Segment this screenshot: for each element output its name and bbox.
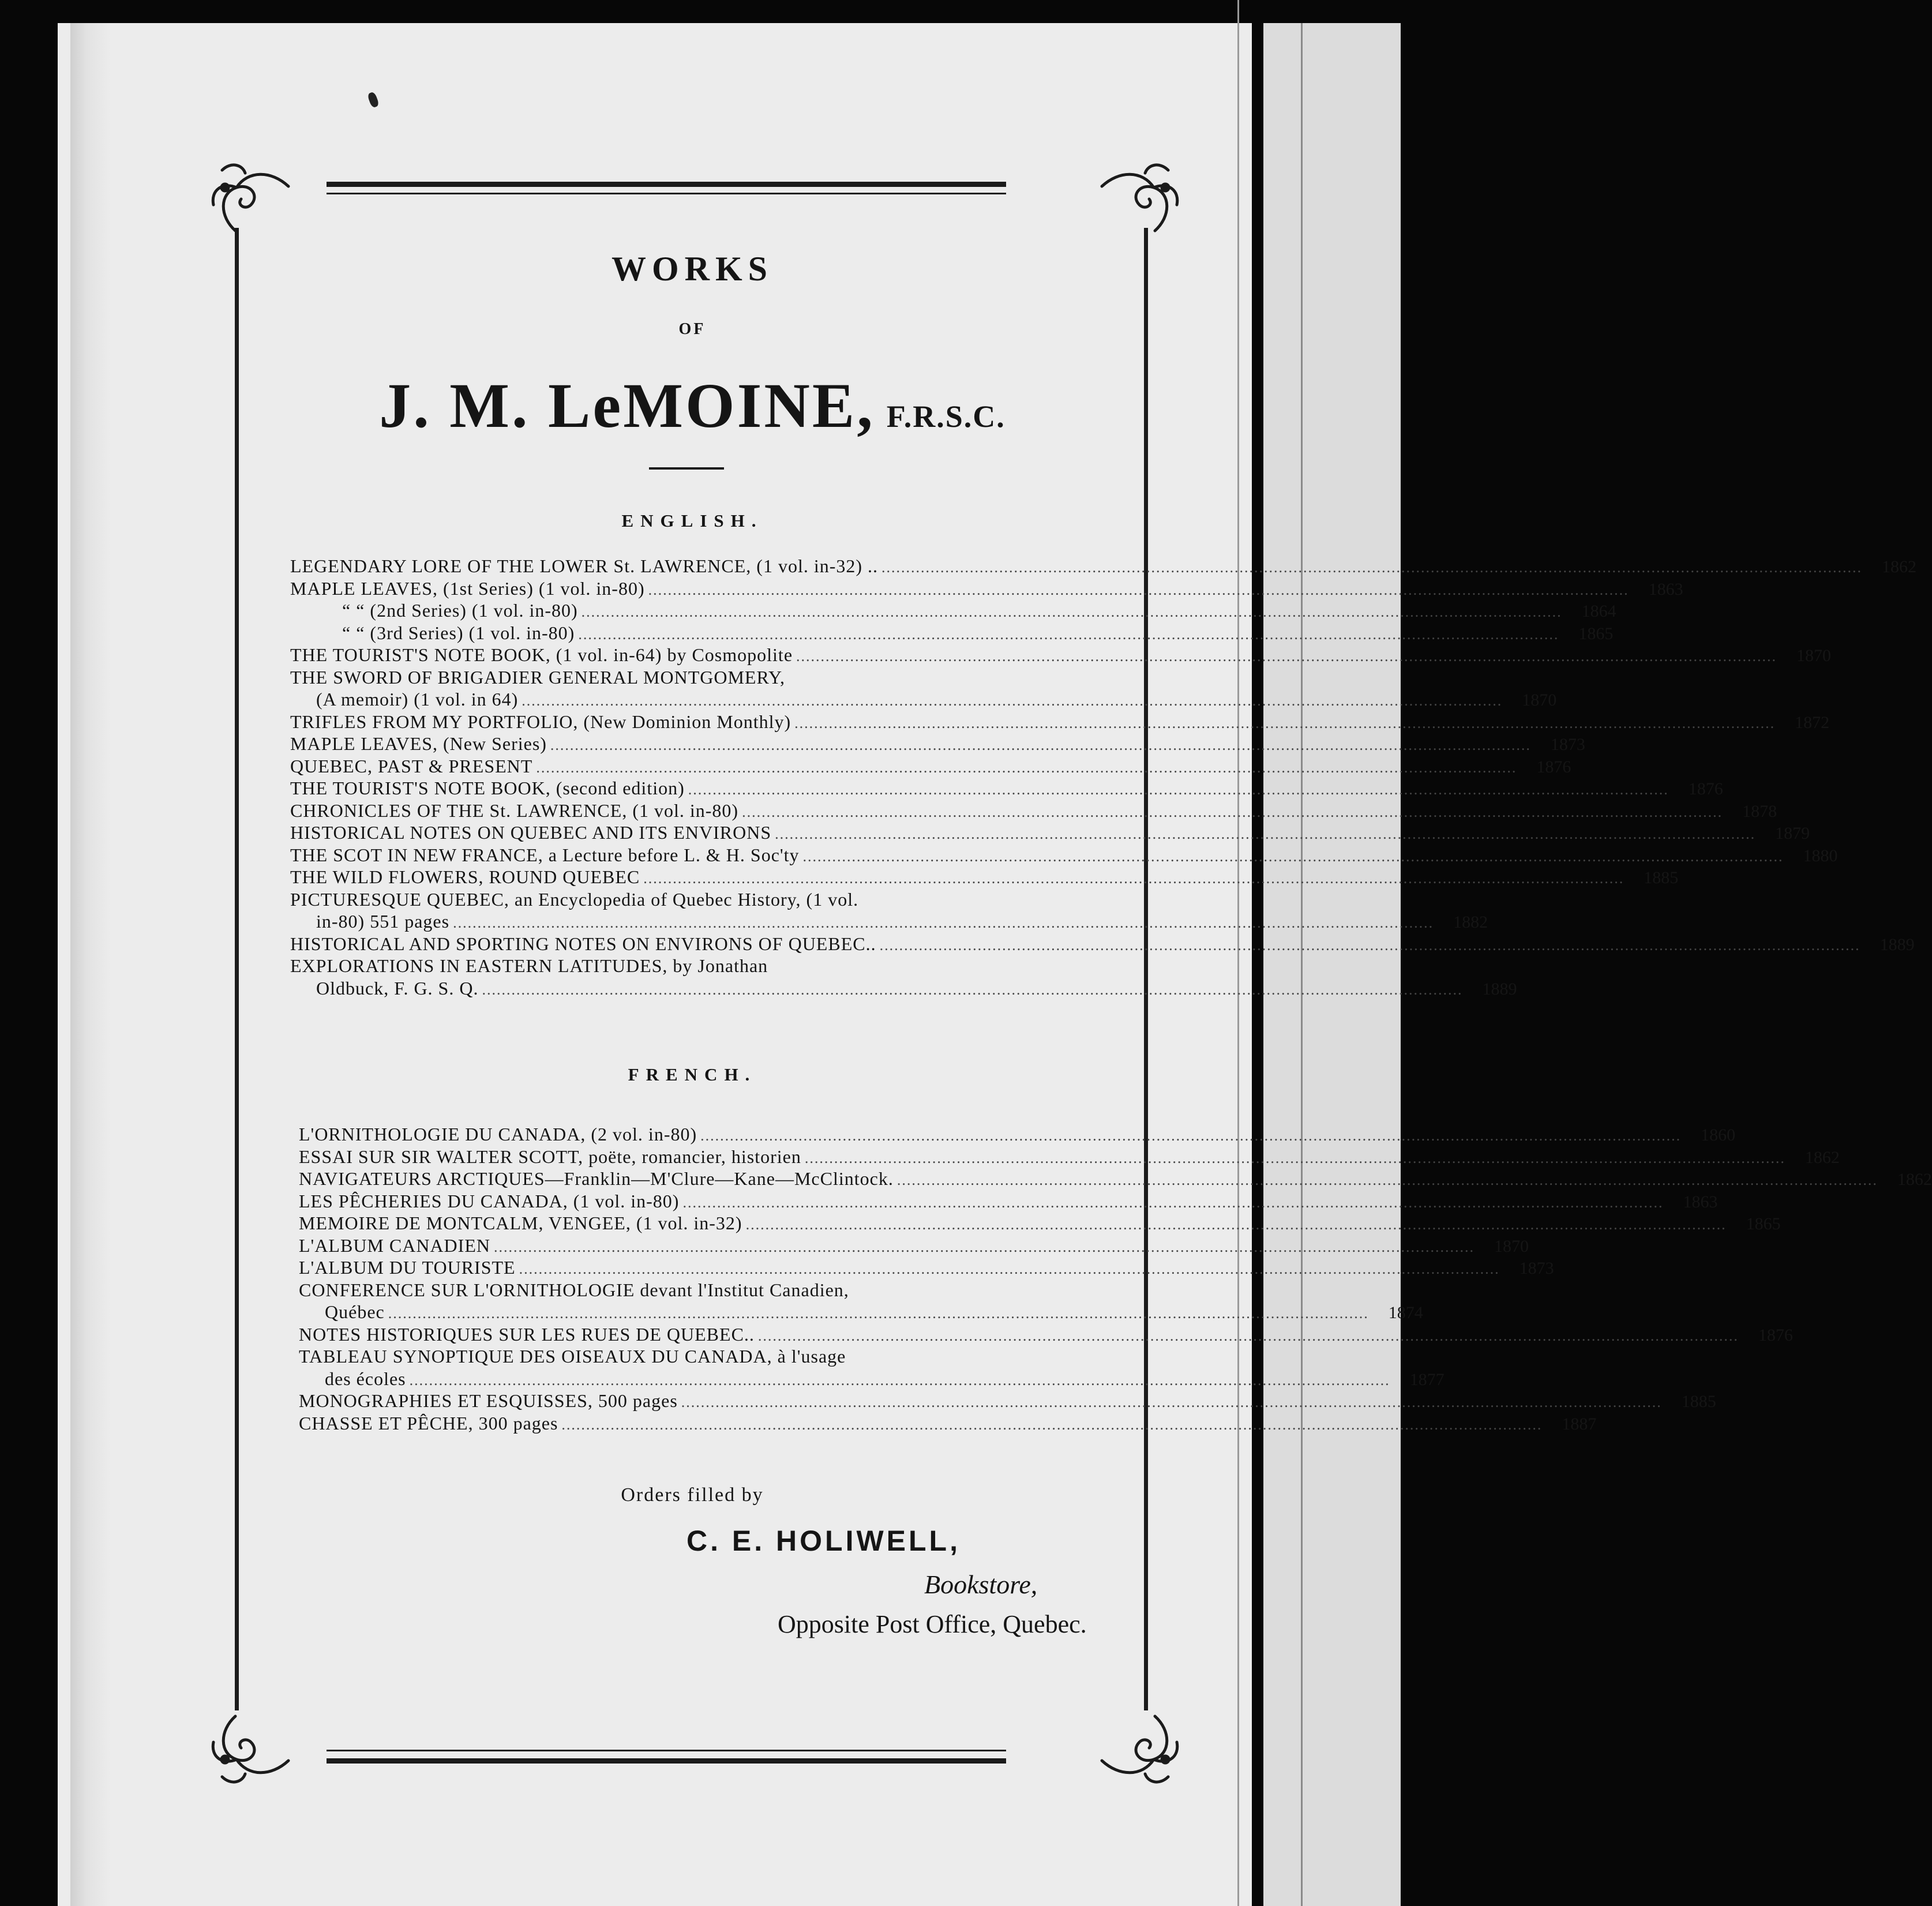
work-year: 1862: [1897, 1170, 1932, 1189]
work-title: Québec: [325, 1301, 385, 1322]
title-divider: [649, 467, 724, 470]
work-year: 1870: [1522, 691, 1557, 710]
work-entry-line: [290, 778, 1723, 800]
dot-leader: ........................................................................................................................................................................................................: [688, 781, 1669, 798]
dot-leader: ........................................................................................................................................................................................................: [879, 936, 1860, 954]
dealer-bookstore: Bookstore,: [924, 1570, 1038, 1599]
work-entry-line: [290, 556, 1917, 578]
dot-leader: ........................................................................................................................................................................................................: [896, 1172, 1878, 1188]
work-entry-line: [290, 689, 1557, 711]
dot-leader: ........................................................................................................................................................................................................: [796, 648, 1777, 665]
work-title: NAVIGATEURS ARCTIQUES—Franklin—M'Clure—Kane—McClintock.: [299, 1168, 894, 1189]
french-work-entry: [299, 1390, 1716, 1413]
work-year: 1864: [1581, 602, 1616, 621]
work-year: 1876: [1688, 779, 1723, 798]
work-entry-line: [290, 800, 1777, 823]
work-entry-line: [290, 822, 1810, 845]
dot-leader: ........................................................................................................................................................................................................: [745, 1216, 1727, 1233]
work-entry-line: [290, 844, 1838, 867]
work-title: CHRONICLES OF THE St. LAWRENCE, (1 vol. in-80): [290, 800, 739, 821]
french-work-entry: [299, 1124, 1736, 1146]
work-year: 1882: [1453, 913, 1488, 932]
work-entry-line: [290, 755, 1571, 778]
work-entry-line: [299, 1346, 1098, 1368]
french-work-entry: [299, 1213, 1781, 1235]
works-title: WORKS: [611, 250, 774, 288]
english-work-entry: [290, 778, 1723, 800]
english-work-entry: [290, 577, 1683, 601]
work-entry-line: [299, 1323, 1793, 1346]
work-entry-line: [290, 577, 1683, 601]
work-title: THE TOURIST'S NOTE BOOK, (1 vol. in-64) by Cosmopolite: [290, 644, 793, 665]
author-degree: F.R.S.C.: [886, 399, 1006, 434]
work-year: 1862: [1805, 1147, 1840, 1167]
work-title: “ “ (3rd Series) (1 vol. in-80): [342, 622, 575, 643]
work-entry-line: [299, 1390, 1716, 1413]
work-entry-line: [299, 1301, 1423, 1324]
dot-leader: ........................................................................................................................................................................................................: [881, 559, 1863, 576]
corner-ornament-bottom-left: [196, 1702, 294, 1800]
dot-leader: ........................................................................................................................................................................................................: [482, 981, 1463, 998]
dot-leader: ........................................................................................................................................................................................................: [700, 1127, 1682, 1144]
work-title: MONOGRAPHIES ET ESQUISSES, 500 pages: [299, 1390, 678, 1411]
work-title: LES PÊCHERIES DU CANADA, (1 vol. in-80): [299, 1190, 680, 1211]
work-year: 1860: [1701, 1125, 1736, 1145]
english-work-entry: [290, 600, 1616, 622]
work-year: 1879: [1775, 824, 1810, 843]
work-title: des écoles: [325, 1368, 406, 1389]
dot-leader: ........................................................................................................................................................................................................: [802, 847, 1784, 865]
work-title: LEGENDARY LORE OF THE LOWER St. LAWRENCE, (1 vol. in-32) ..: [290, 556, 879, 576]
work-entry-line: [290, 644, 1832, 667]
work-year: 1862: [1882, 557, 1917, 576]
english-work-entry: [290, 800, 1777, 823]
work-entry-line: [299, 1280, 1098, 1302]
dot-leader: ........................................................................................................................................................................................................: [536, 759, 1517, 776]
dot-leader: ........................................................................................................................................................................................................: [561, 1416, 1543, 1433]
work-year: 1863: [1683, 1192, 1718, 1211]
dot-leader: ........................................................................................................................................................................................................: [388, 1305, 1369, 1322]
dot-leader: ........................................................................................................................................................................................................: [775, 826, 1756, 842]
work-entry-line: [290, 977, 1517, 1000]
french-work-entry: [299, 1323, 1793, 1346]
frame-bottom-rule: [327, 1758, 1006, 1764]
french-work-entry: [299, 1235, 1529, 1258]
work-year: 1872: [1795, 712, 1830, 732]
work-year: 1865: [1746, 1214, 1781, 1233]
work-year: 1870: [1494, 1236, 1529, 1256]
dealer-address: Opposite Post Office, Quebec.: [778, 1610, 1087, 1638]
dot-leader: ........................................................................................................................................................................................................: [804, 1149, 1785, 1166]
work-title: L'ALBUM CANADIEN: [299, 1235, 490, 1256]
work-year: 1865: [1578, 624, 1614, 643]
dot-leader: ........................................................................................................................................................................................................: [681, 1394, 1662, 1410]
work-title: THE SCOT IN NEW FRANCE, a Lecture before L. & H. Soc'ty: [290, 844, 800, 865]
dot-leader: ........................................................................................................................................................................................................: [409, 1371, 1390, 1389]
work-year: 1870: [1796, 646, 1832, 665]
dot-leader: ........................................................................................................................................................................................................: [522, 692, 1503, 709]
work-title: CHASSE ET PÊCHE, 300 pages: [299, 1412, 558, 1434]
french-work-entry: [299, 1190, 1718, 1213]
work-title: CONFERENCE SUR L'ORNITHOLOGIE devant l'Institut Canadien,: [299, 1279, 849, 1300]
dot-leader: ........................................................................................................................................................................................................: [648, 581, 1629, 598]
english-work-entry: [290, 844, 1838, 867]
work-entry-line: [299, 1213, 1781, 1235]
dealer-name: C. E. HOLIWELL,: [686, 1525, 961, 1557]
work-year: 1885: [1644, 868, 1679, 887]
dot-leader: ........................................................................................................................................................................................................: [794, 714, 1776, 731]
work-title: EXPLORATIONS IN EASTERN LATITUDES, by Jonathan: [290, 955, 768, 976]
english-work-entry: [290, 888, 1488, 933]
work-entry-line: [299, 1412, 1597, 1435]
frame-top-rule: [327, 182, 1006, 187]
of-word: OF: [678, 320, 706, 338]
french-works-list: [299, 1124, 1932, 1435]
dot-leader: ........................................................................................................................................................................................................: [578, 625, 1559, 643]
work-title: (A memoir) (1 vol. in 64): [316, 689, 519, 710]
orders-filled-by: Orders filled by: [621, 1484, 764, 1506]
work-title: L'ALBUM DU TOURISTE: [299, 1257, 516, 1278]
french-work-entry: [299, 1279, 1423, 1324]
work-title: THE TOURIST'S NOTE BOOK, (second edition): [290, 778, 685, 798]
work-year: 1880: [1803, 846, 1838, 865]
work-year: 1863: [1648, 579, 1683, 599]
work-title: Oldbuck, F. G. S. Q.: [316, 977, 479, 999]
english-section-heading: ENGLISH.: [621, 511, 763, 531]
work-year: 1887: [1562, 1414, 1597, 1434]
work-entry-line: [290, 955, 1089, 978]
dot-leader: ........................................................................................................................................................................................................: [581, 603, 1562, 620]
work-title: PICTURESQUE QUEBEC, an Encyclopedia of Quebec History, (1 vol.: [290, 888, 859, 910]
english-work-entry: [290, 711, 1830, 734]
english-work-entry: [290, 955, 1517, 1000]
work-title: in-80) 551 pages: [316, 911, 450, 932]
dot-leader: ........................................................................................................................................................................................................: [757, 1327, 1739, 1344]
english-work-entry: [290, 755, 1571, 778]
french-work-entry: [299, 1146, 1840, 1169]
work-entry-line: [290, 711, 1830, 734]
work-title: MAPLE LEAVES, (New Series): [290, 733, 547, 754]
work-entry-line: [290, 600, 1616, 622]
english-work-entry: [290, 733, 1585, 756]
work-year: 1889: [1880, 935, 1915, 954]
work-title: HISTORICAL AND SPORTING NOTES ON ENVIRONS OF QUEBEC..: [290, 933, 876, 954]
work-year: 1878: [1742, 801, 1777, 821]
work-title: TRIFLES FROM MY PORTFOLIO, (New Dominion Monthly): [290, 711, 791, 732]
dot-leader: ........................................................................................................................................................................................................: [453, 914, 1434, 931]
page-spine-shadow: [70, 23, 111, 1906]
work-title: L'ORNITHOLOGIE DU CANADA, (2 vol. in-80): [299, 1124, 697, 1145]
frame-bottom-inner-rule: [327, 1750, 1006, 1751]
french-work-entry: [299, 1412, 1597, 1435]
work-year: 1873: [1550, 735, 1585, 754]
work-title: HISTORICAL NOTES ON QUEBEC AND ITS ENVIRONS: [290, 822, 772, 843]
corner-ornament-top-right: [1096, 147, 1194, 245]
work-year: 1885: [1681, 1392, 1716, 1411]
work-title: MAPLE LEAVES, (1st Series) (1 vol. in-80): [290, 577, 645, 599]
work-entry-line: [299, 1235, 1529, 1258]
english-work-entry: [290, 933, 1915, 956]
work-title: THE WILD FLOWERS, ROUND QUEBEC: [290, 866, 640, 887]
french-section-heading: FRENCH.: [628, 1064, 757, 1085]
work-title: QUEBEC, PAST & PRESENT: [290, 755, 533, 776]
dot-leader: ........................................................................................................................................................................................................: [682, 1194, 1664, 1211]
dot-leader: ........................................................................................................................................................................................................: [643, 870, 1625, 887]
adjacent-page: [1263, 23, 1401, 1906]
work-entry-line: [290, 622, 1614, 645]
work-entry-line: [290, 889, 1089, 911]
english-works-list: [290, 556, 1917, 1000]
frame-left-rule: [235, 228, 239, 1710]
french-work-entry: [299, 1168, 1932, 1191]
work-entry-line: [290, 911, 1488, 933]
work-entry-line: [290, 733, 1585, 756]
english-work-entry: [290, 666, 1557, 711]
dot-leader: ........................................................................................................................................................................................................: [550, 737, 1531, 753]
work-entry-line: [299, 1124, 1736, 1146]
english-work-entry: [290, 822, 1810, 845]
work-year: 1889: [1482, 979, 1517, 999]
work-entry-line: [299, 1168, 1932, 1191]
work-entry-line: [299, 1190, 1718, 1213]
corner-ornament-bottom-right: [1096, 1702, 1194, 1800]
work-title: MEMOIRE DE MONTCALM, VENGEE, (1 vol. in-32): [299, 1213, 742, 1233]
frame-top-inner-rule: [327, 193, 1006, 194]
english-work-entry: [290, 866, 1679, 889]
corner-ornament-top-left: [196, 147, 294, 245]
work-entry-line: [290, 933, 1915, 956]
english-work-entry: [290, 556, 1917, 578]
work-year: 1876: [1536, 757, 1571, 776]
dot-leader: ........................................................................................................................................................................................................: [742, 803, 1723, 820]
french-work-entry: [299, 1257, 1554, 1280]
work-title: NOTES HISTORIQUES SUR LES RUES DE QUEBEC..: [299, 1323, 755, 1345]
dot-leader: ........................................................................................................................................................................................................: [493, 1238, 1475, 1255]
work-entry-line: [290, 866, 1679, 889]
work-year: 1877: [1409, 1370, 1445, 1389]
work-entry-line: [290, 667, 1089, 689]
work-title: “ “ (2nd Series) (1 vol. in-80): [342, 600, 578, 621]
french-work-entry: [299, 1346, 1445, 1390]
work-title: ESSAI SUR SIR WALTER SCOTT, poëte, romancier, historien: [299, 1146, 801, 1167]
work-title: THE SWORD OF BRIGADIER GENERAL MONTGOMERY,: [290, 666, 786, 688]
english-work-entry: [290, 644, 1832, 667]
work-year: 1873: [1519, 1259, 1554, 1278]
work-title: TABLEAU SYNOPTIQUE DES OISEAUX DU CANADA, à l'usage: [299, 1346, 846, 1367]
work-entry-line: [299, 1257, 1554, 1280]
work-year: 1876: [1758, 1325, 1793, 1345]
author-name-text: J. M. LeMOINE,: [379, 370, 875, 441]
work-entry-line: [299, 1146, 1840, 1169]
adjacent-page-edge: [1301, 23, 1303, 1906]
work-year: 1874: [1388, 1303, 1423, 1322]
work-entry-line: [299, 1368, 1445, 1391]
dot-leader: ........................................................................................................................................................................................................: [519, 1260, 1500, 1277]
author-name: [248, 369, 1136, 442]
frame-right-rule: [1144, 228, 1148, 1710]
english-work-entry: [290, 622, 1614, 645]
